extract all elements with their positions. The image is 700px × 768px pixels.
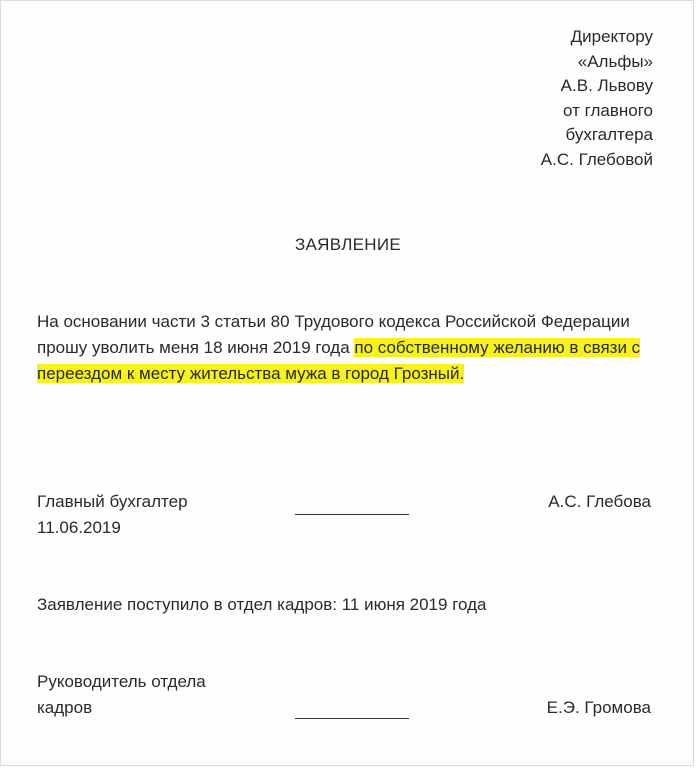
signer-name: Е.Э. Громова (546, 698, 651, 717)
addressee-line: Директору (570, 27, 653, 46)
signature-left (37, 669, 206, 721)
addressee-line: А.С. Глебовой (540, 149, 653, 169)
addressee-line: от главного (563, 100, 653, 120)
signer-position-line2: кадров (37, 698, 93, 717)
addressee-line: бухгалтера (565, 125, 653, 144)
signature-row-chief-accountant (37, 489, 651, 543)
addressee-line: «Альфы» (577, 51, 653, 71)
signer-position: Главный бухгалтер (37, 492, 188, 511)
signature-line (295, 718, 409, 719)
signature-date: 11.06.2019 (37, 518, 121, 537)
document-title: ЗАЯВЛЕНИЕ (294, 235, 402, 254)
signature-left (37, 489, 188, 541)
received-note: Заявление поступило в отдел кадров: 11 июня 2019 года (37, 595, 487, 614)
signature-row-hr-head (37, 669, 651, 723)
body-text-plain: На основании части 3 статьи 80 Трудового кодекса Российской Федерации прошу уволить меня 18 июня 2019 года (37, 312, 630, 357)
signer-position-line1: Руководитель отдела (37, 672, 206, 691)
application-body (37, 309, 667, 387)
body-text-end: . (459, 364, 465, 383)
signature-line (295, 514, 409, 515)
addressee-line: А.В. Львову (560, 76, 653, 95)
addressee-block (541, 25, 653, 172)
body-text-highlighted: по собственному желанию в связи с переездом к месту жительства мужа в город Грозный (37, 338, 641, 383)
signer-name: А.С. Глебова (548, 492, 651, 511)
